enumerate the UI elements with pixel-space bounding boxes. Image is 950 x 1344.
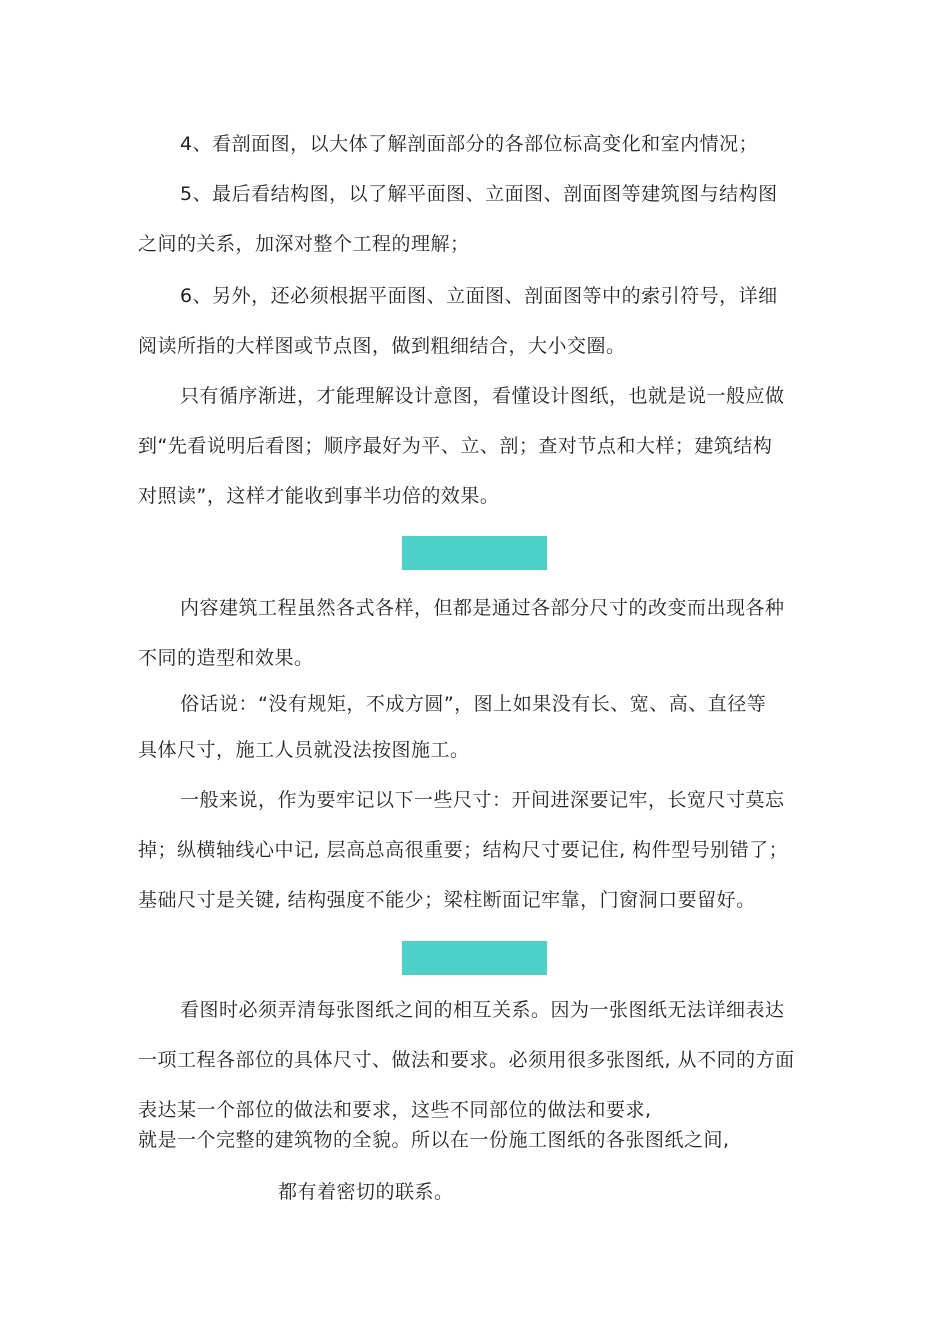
text-line: 就是一个完整的建筑物的全貌。所以在一份施工图纸的各张图纸之间, bbox=[138, 1129, 730, 1151]
text-line: 到“先看说明后看图；顺序最好为平、立、剖；查对节点和大样；建筑结构 bbox=[138, 435, 773, 457]
text-line: 掉；纵横轴线心中记, 层高总高很重要；结构尺寸要记住, 构件型号别错了； bbox=[138, 839, 789, 861]
text-line: 6、另外，还必须根据平面图、立面图、剖面图等中的索引符号，详细 bbox=[180, 285, 778, 307]
section-banner bbox=[402, 941, 547, 975]
text-line: 具体尺寸，施工人员就没法按图施工。 bbox=[138, 739, 470, 761]
text-line: 5、最后看结构图，以了解平面图、立面图、剖面图等建筑图与结构图 bbox=[180, 183, 778, 205]
text-line: 阅读所指的大样图或节点图，做到粗细结合，大小交圈。 bbox=[138, 335, 626, 357]
text-line: 基础尺寸是关键, 结构强度不能少；梁柱断面记牢靠，门窗洞口要留好。 bbox=[138, 889, 756, 911]
text-line: 俗话说：“没有规矩，不成方圆”，图上如果没有长、宽、高、直径等 bbox=[180, 693, 767, 715]
text-line: 一项工程各部位的具体尺寸、做法和要求。必须用很多张图纸, 从不同的方面 bbox=[138, 1049, 795, 1071]
section-banner bbox=[402, 536, 547, 570]
text-line: 对照读”，这样才能收到事半功倍的效果。 bbox=[138, 485, 500, 507]
text-line: 4、看剖面图，以大体了解剖面部分的各部位标高变化和室内情况； bbox=[180, 133, 759, 155]
text-line: 看图时必须弄清每张图纸之间的相互关系。因为一张图纸无法详细表达 bbox=[180, 999, 785, 1021]
text-line: 内容建筑工程虽然各式各样，但都是通过各部分尺寸的改变而出现各种 bbox=[180, 597, 785, 619]
text-line: 表达某一个部位的做法和要求，这些不同部位的做法和要求, bbox=[138, 1099, 652, 1121]
text-line: 只有循序渐进，才能理解设计意图，看懂设计图纸，也就是说一般应做 bbox=[180, 385, 785, 407]
text-line: 不同的造型和效果。 bbox=[138, 647, 314, 669]
text-line: 都有着密切的联系。 bbox=[278, 1181, 454, 1203]
text-line: 之间的关系，加深对整个工程的理解； bbox=[138, 233, 470, 255]
text-line: 一般来说，作为要牢记以下一些尺寸：开间进深要记牢，长宽尺寸莫忘 bbox=[180, 789, 785, 811]
